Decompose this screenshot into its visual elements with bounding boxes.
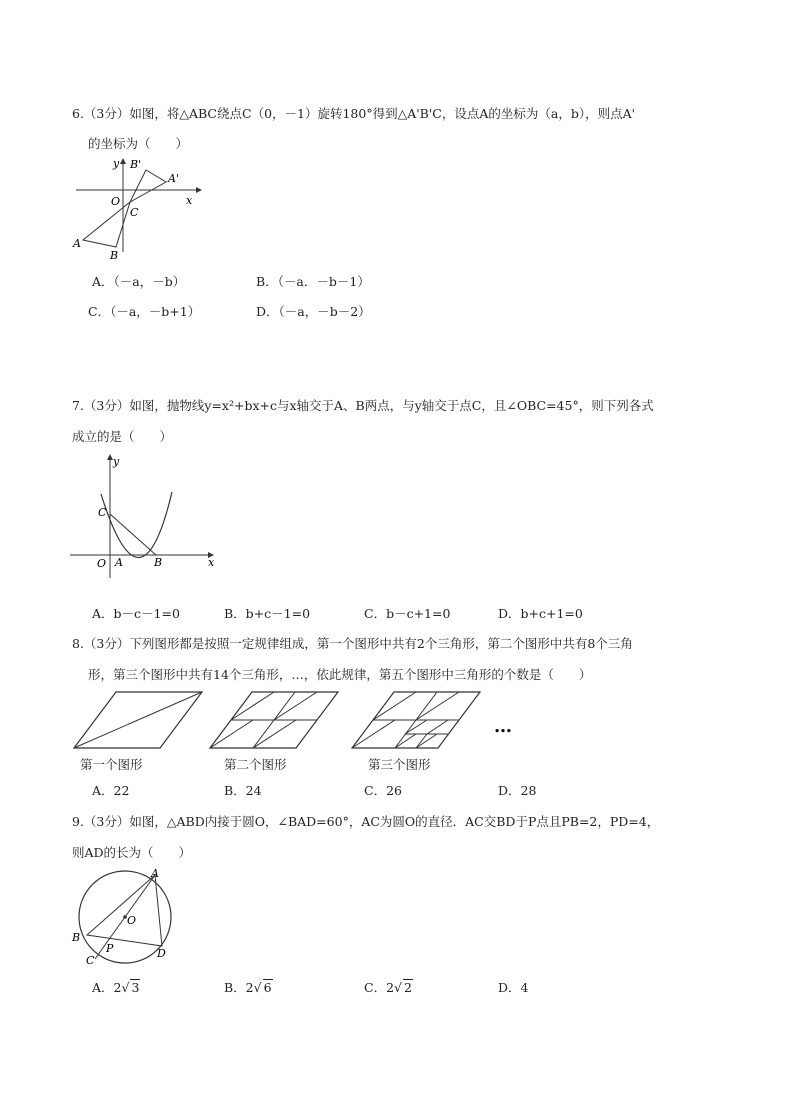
q8-figure-2 (210, 692, 338, 748)
q7-figure (68, 452, 223, 580)
q7-label-b: B (154, 556, 163, 569)
q6-stem-line2: 的坐标为（ ） (88, 136, 189, 151)
q9-option-b[interactable] (224, 978, 273, 996)
q6-stem-line1: 6.（3分）如图，将△ABC绕点C（0，－1）旋转180°得到△A'B'C，设点A的坐标为（a，b），则点A' (72, 106, 636, 121)
sqrt-icon: √ 2 (394, 980, 412, 995)
q9-label-c: C (86, 954, 95, 967)
q9-option-a-radicand: 3 (131, 980, 140, 995)
q9-option-c[interactable] (364, 978, 413, 996)
q7-label-y: y (113, 455, 120, 468)
q8-option-a[interactable]: A．22 (92, 783, 130, 798)
q6-label-a: A (73, 237, 81, 250)
q6-label-b: B (110, 249, 119, 262)
q7-option-d[interactable]: D．b+c+1=0 (498, 606, 583, 621)
sqrt-icon: √ 3 (121, 980, 140, 995)
q7-stem-line2: 成立的是（ ） (72, 429, 173, 444)
q8-stem-line1: 8.（3分）下列图形都是按照一定规律组成，第一个图形中共有2个三角形，第二个图形中共有8个三角 (72, 636, 633, 651)
q9-stem-line2: 则AD的长为（ ） (72, 845, 192, 860)
q8-caption-3: 第三个图形 (368, 757, 431, 772)
q7-stem-line1: 7.（3分）如图，抛物线y=x²+bx+c与x轴交于A、B两点，与y轴交于点C，且∠OBC=45°，则下列各式 (72, 398, 654, 413)
q9-option-c-prefix: C．2 (364, 980, 395, 995)
q9-option-a[interactable] (92, 978, 140, 996)
q7-parabola (101, 492, 172, 558)
q8-caption-2: 第二个图形 (224, 757, 287, 772)
q6-label-a-prime: A' (168, 172, 179, 185)
q8-figure-3 (352, 692, 480, 748)
q9-option-b-prefix: B．2 (224, 980, 254, 995)
q8-option-d[interactable]: D．28 (498, 783, 537, 798)
q8-option-b[interactable]: B．24 (224, 783, 262, 798)
q6-triangle-a-prime-b-prime-c (130, 170, 166, 202)
q8-ellipsis: … (494, 716, 512, 737)
q9-figure (68, 865, 178, 970)
q9-option-a-prefix: A．2 (92, 980, 122, 995)
q9-option-d[interactable]: D．4 (498, 980, 529, 995)
q7-option-c[interactable]: C．b－c+1=0 (364, 606, 451, 621)
q6-label-x: x (186, 194, 193, 207)
q9-label-b: B (72, 931, 81, 944)
q9-stem-line1: 9.（3分）如图，△ABD内接于圆O，∠BAD=60°，AC为圆O的直径．AC交BD于P点且PB=2，PD=4， (72, 814, 660, 829)
q9-label-o: O (127, 914, 137, 927)
q6-option-c[interactable]: C．（－a，－b+1） (88, 304, 201, 319)
q6-option-d[interactable]: D．（－a，－b－2） (256, 304, 371, 319)
q7-label-x: x (208, 556, 215, 569)
q6-figure (68, 152, 208, 264)
q6-label-y: y (113, 157, 120, 170)
q7-label-o: O (97, 557, 107, 570)
q6-label-o: O (111, 195, 121, 208)
q7-label-c: C (98, 506, 107, 519)
q6-x-arrow (196, 187, 202, 193)
q6-label-c: C (130, 206, 139, 219)
q6-y-arrow (120, 158, 126, 164)
q9-option-c-radicand: 2 (404, 980, 412, 995)
q8-stem-line2: 形，第三个图形中共有14个三角形，…，依此规律，第五个图形中三角形的个数是（ ） (88, 667, 592, 682)
q7-option-b[interactable]: B．b+c－1=0 (224, 606, 311, 621)
q9-label-p: P (106, 942, 114, 955)
q6-option-a[interactable]: A．（－a，－b） (92, 274, 186, 289)
q8-option-c[interactable]: C．26 (364, 783, 402, 798)
q8-caption-1: 第一个图形 (80, 757, 143, 772)
q8-figure-1 (74, 692, 202, 748)
q7-label-a: A (115, 556, 123, 569)
sqrt-icon: √ 6 (253, 980, 272, 995)
q9-option-b-radicand: 6 (263, 980, 272, 995)
q9-label-a: A (151, 867, 159, 880)
q9-triangle-abd (87, 875, 162, 946)
q9-label-d: D (157, 947, 166, 960)
q7-option-a[interactable]: A．b－c－1=0 (92, 606, 180, 621)
q6-label-b-prime: B' (130, 158, 142, 171)
q6-option-b[interactable]: B．（－a．－b－1） (256, 274, 370, 289)
